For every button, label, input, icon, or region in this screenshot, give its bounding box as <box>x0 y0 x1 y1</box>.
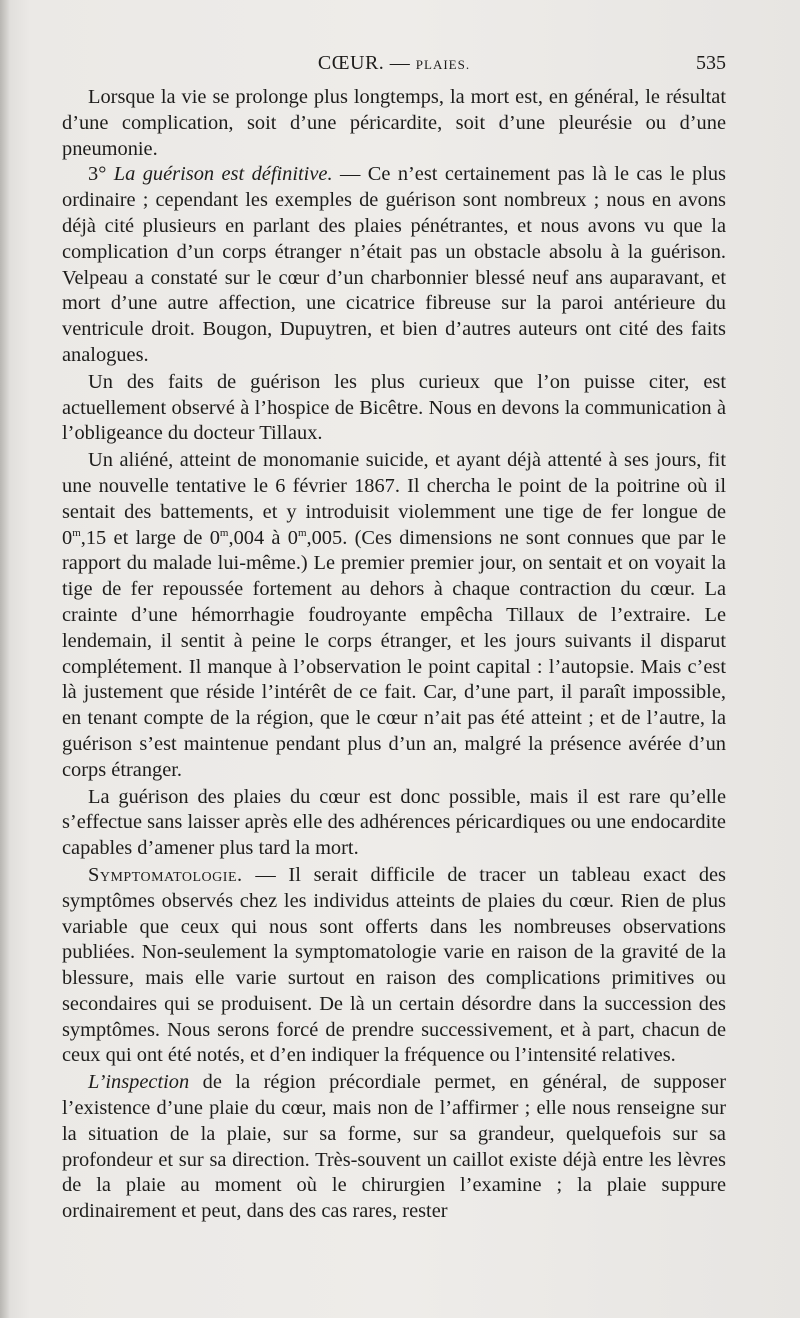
paragraph-aliene-case <box>62 448 726 783</box>
running-title-dash: — <box>384 52 416 74</box>
term-inspection: inspection <box>105 1071 190 1094</box>
running-title-main: CŒUR. <box>317 52 385 74</box>
case-text-part-4: ,005. (Ces dimensions ne sont connues que par le rapport du malade lui-même.) Le premier premier jour, on sentait et on voyait la tige de fer repoussée fortement au dehors à chaque contraction du cœur. La crainte d’une hémorrhagie foudroyante empêcha Tillaux de l’extraire. Le lendemain, il sentit à peine le corps étranger, et les jours suivants il disparut complétement. Il manque à l’observation le point capital : l’autopsie. Mais c’est là justement que réside l’intérêt de ce fait. Car, d’une part, il paraît impossible, en tenant compte de la région, que le cœur n’ait pas été atteint ; et de l’autre, la guérison s’est maintenue pendant plus d’un an, malgré la présence avérée d’un corps étranger. <box>62 526 727 781</box>
paragraph-guerison-text: — Ce n’est certainement pas là le cas le plus ordinaire ; cependant les exemples de guérison sont nombreux ; nous en avons déjà cité plusieurs en parlant des plaies pénétrantes, et nous avons vu que la complication d’un corps étranger n’était pas un obstacle absolu à la guérison. Velpeau a constaté sur le cœur d’un charbonnier blessé neuf ans auparavant, et mort d’une autre affection, une cicatrice fibreuse sur la paroi antérieure du ventricule droit. Bougon, Dupuytren, et bien d’autres auteurs ont cité des faits analogues. <box>62 163 726 366</box>
section-number: 3° <box>88 163 107 186</box>
page-number: 535 <box>696 52 726 74</box>
paragraph-inspection-text: de la région précordiale permet, en général, de supposer l’existence d’une plaie du cœur, mais non de l’affirmer ; elle nous renseigne sur la situation de la plaie, sur sa forme, sur sa grandeur, quelquefois sur sa profondeur et sur sa direction. Très-souvent un caillot existe déjà entre les lèvres de la plaie au moment où le chirurgien l’examine ; la plaie suppure ordinairement et peut, dans des cas rares, rester <box>62 1071 726 1223</box>
paragraph-inspection <box>62 1070 726 1225</box>
body-text <box>62 85 726 1225</box>
unit-meter-1: m <box>72 526 81 539</box>
paragraph-guerison-possible: La guérison des plaies du cœur est donc possible, mais il est rare qu’elle s’effectue sans laisser après elle des adhérences péricardiques ou une endocardite capables d’amener plus tard la mort. <box>62 785 726 860</box>
case-text-part-1: Un aliéné, atteint de monomanie suicide, et ayant déjà attenté à ses jours, fit une nouvelle tentative le 6 février 1867. Il chercha le point de la poitrine où il sentait des battements, et y introduisit violemment une tige de fer longue de 0 <box>62 449 726 549</box>
paragraph-symptomatologie-text: — Il serait difficile de tracer un tableau exact des symptômes observés chez les individus atteints de plaies du cœur. Rien de plus variable que ceux qui nous sont offerts dans les nombreuses observations publiées. Non-seulement la symptomatologie varie en raison de la gravité de la blessure, mais elle varie surtout en raison des complications primitives ou secondaires qui se produisent. De là un certain désordre dans la succession des symptômes. Nous serons forcé de prendre successivement, et à part, chacun de ceux qui ont été notés, et d’en indiquer la fréquence ou l’intensité relatives. <box>62 863 726 1067</box>
paragraph-guerison-definitive <box>62 162 726 368</box>
section-heading-symptomatologie: Symptomatologie. <box>88 863 243 886</box>
case-text-part-3: ,004 à 0 <box>228 526 298 549</box>
running-title-sub: PLAIES. <box>415 57 471 72</box>
section-heading-guerison: La guérison est définitive. <box>113 163 333 186</box>
inspection-prefix: L’ <box>88 1071 106 1094</box>
paragraph-complication: Lorsque la vie se prolonge plus longtemps, la mort est, en général, le résultat d’une complication, soit d’une péricardite, soit d’une pleurésie ou d’une pneumonie. <box>62 86 726 160</box>
unit-meter-3: m <box>297 526 307 539</box>
paragraph-bicetre: Un des faits de guérison les plus curieux que l’on puisse citer, est actuellement observé à l’hospice de Bicêtre. Nous en devons la communication à l’obligeance du docteur Tillaux. <box>62 370 726 445</box>
case-text-part-2: ,15 et large de 0 <box>80 526 220 549</box>
paragraph-symptomatologie <box>62 863 726 1069</box>
unit-meter-2: m <box>219 526 229 539</box>
running-title <box>62 52 726 75</box>
running-head <box>62 52 726 78</box>
